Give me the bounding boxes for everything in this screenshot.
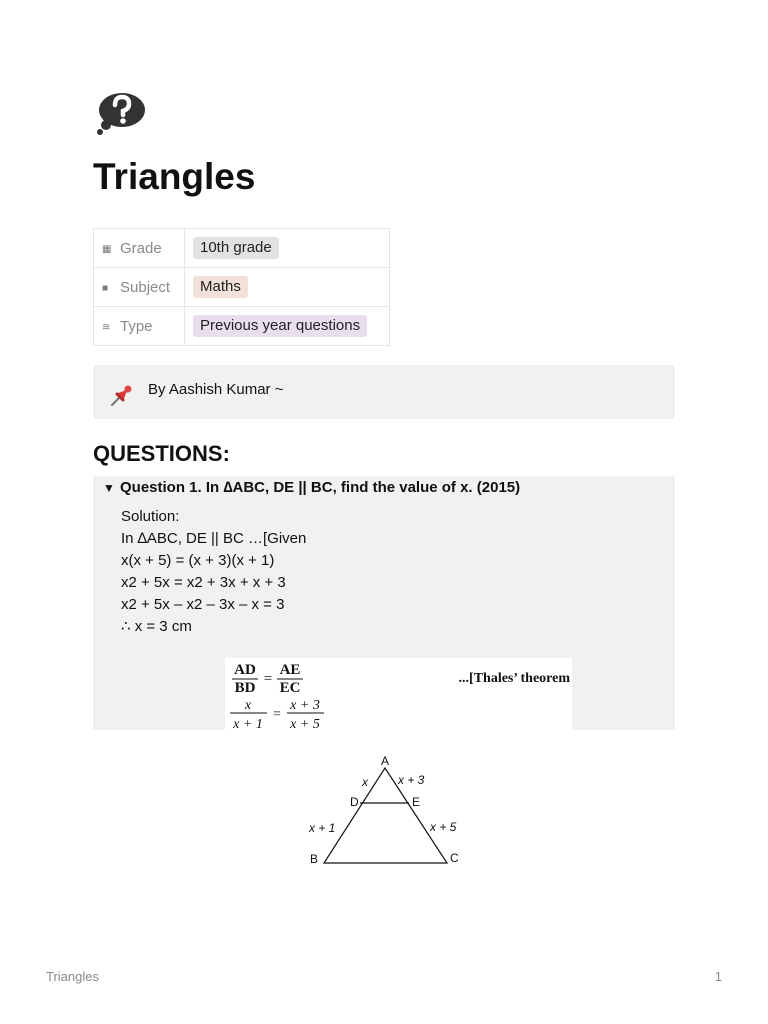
label-a: A	[380, 754, 390, 768]
page-title: Triangles	[93, 156, 256, 197]
property-key: Type	[120, 317, 153, 335]
property-row-subject	[94, 268, 390, 307]
formula-eq: =	[273, 707, 281, 722]
question-title: Question 1. In ∆ABC, DE || BC, find the value of x. (2015)	[120, 479, 521, 496]
property-row-type	[94, 307, 390, 346]
solution-line: x(x + 5) = (x + 3)(x + 1)	[121, 552, 275, 569]
label-b: B	[310, 852, 319, 866]
book-icon: ■	[102, 282, 109, 294]
formula-x-plus-1: x + 1	[233, 717, 263, 732]
solution-line: ∴ x = 3 cm	[121, 618, 192, 635]
label-ad: x	[362, 775, 368, 789]
formula-bd: BD	[234, 680, 256, 696]
formula-x: x	[244, 698, 252, 713]
property-key: Subject	[120, 278, 171, 296]
label-e: E	[412, 795, 421, 809]
formula-x-plus-3: x + 3	[290, 698, 320, 713]
layers-icon: ≋	[102, 321, 111, 333]
pushpin-icon	[109, 382, 135, 414]
label-c: C	[450, 851, 459, 865]
solution-body	[121, 506, 306, 638]
author-callout	[93, 365, 675, 419]
formula-note: ...[Thales’ theorem	[458, 671, 570, 686]
formula-ec: EC	[279, 680, 301, 696]
section-heading: QUESTIONS:	[93, 441, 230, 466]
label-ec: x + 5	[430, 820, 457, 834]
solution-line: In ∆ABC, DE || BC …[Given	[121, 530, 307, 547]
footer-title: Triangles	[46, 969, 99, 984]
type-tag: Previous year questions	[193, 315, 367, 337]
properties-table	[93, 228, 390, 346]
label-db: x + 1	[309, 821, 336, 835]
triangle-diagram	[300, 748, 470, 877]
property-row-grade	[94, 229, 390, 268]
label-d: D	[350, 795, 359, 809]
toggle-summary[interactable]	[103, 478, 520, 498]
solution-line: x2 + 5x – x2 – 3x – x = 3	[121, 596, 285, 613]
callout-text: By Aashish Kumar ~	[148, 381, 284, 398]
solution-line: Solution:	[121, 508, 180, 525]
grid-icon: ▦	[102, 243, 112, 255]
thought-bubble-question-icon	[96, 90, 148, 136]
property-key: Grade	[120, 239, 162, 257]
formula-ae: AE	[279, 662, 301, 678]
triangle-down-icon[interactable]: ▼	[103, 481, 115, 495]
formula-eq: =	[263, 671, 273, 687]
label-ae: x + 3	[398, 773, 425, 787]
grade-tag: 10th grade	[193, 237, 279, 259]
solution-line: x2 + 5x = x2 + 3x + x + 3	[121, 574, 286, 591]
subject-tag: Maths	[193, 276, 248, 298]
triangle-abc	[324, 768, 447, 863]
page-number: 1	[714, 969, 722, 984]
formula-x-plus-5: x + 5	[290, 717, 320, 732]
formula-ad: AD	[234, 662, 256, 678]
thales-formula-image	[225, 658, 572, 732]
